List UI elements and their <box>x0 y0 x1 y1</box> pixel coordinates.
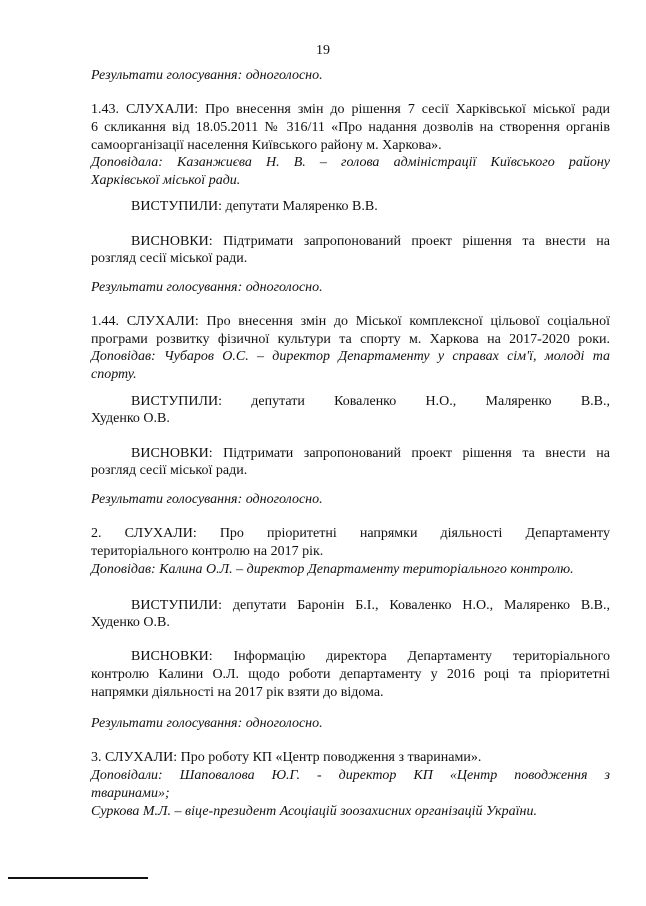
conclusion-line: ВИСНОВКИ: Підтримати запропонований проект рішення та внести на <box>131 446 610 461</box>
voting-results: Результати голосування: одноголосно. <box>91 492 323 507</box>
heard-line: самоорганізації населення Київського району м. Харкова». <box>91 138 442 153</box>
conclusion-line: контролю Калини О.Л. щодо роботи департаменту у 2016 році та пріоритетні <box>91 667 610 682</box>
page-number: 19 <box>316 43 330 58</box>
speaker-line: Доповідав: Калина О.Л. – директор Департаменту територіального контролю. <box>91 562 574 577</box>
speaker-line: Доповідали: Шаповалова Ю.Г. - директор КП «Центр поводження з <box>91 768 610 783</box>
speakers-list: ВИСТУПИЛИ: депутати Баронін Б.І., Коваленко Н.О., Маляренко В.В., <box>131 598 610 613</box>
conclusion-line: ВИСНОВКИ: Інформацію директора Департаменту територіального <box>131 649 610 664</box>
heard-line: 1.43. СЛУХАЛИ: Про внесення змін до рішення 7 сесії Харківської міської ради <box>91 102 610 117</box>
speaker-line: Харківської міської ради. <box>91 173 241 188</box>
speaker-line: Доповідала: Казанжиєва Н. В. – голова адміністрації Київського району <box>91 155 610 170</box>
heard-line: 2. СЛУХАЛИ: Про пріоритетні напрямки діяльності Департаменту <box>91 526 610 541</box>
speakers-list: Худенко О.В. <box>91 411 170 426</box>
speakers-list: ВИСТУПИЛИ: депутати Коваленко Н.О., Маляренко В.В., <box>131 394 610 409</box>
heard-line: програми розвитку фізичної культури та спорту м. Харкова на 2017-2020 роки. <box>91 332 610 347</box>
speaker-line: Доповідав: Чубаров О.С. – директор Департаменту у справах сім'ї, молоді та <box>91 349 610 364</box>
speakers-list: Худенко О.В. <box>91 615 170 630</box>
voting-results: Результати голосування: одноголосно. <box>91 716 323 731</box>
conclusion-line: напрямки діяльності на 2017 рік взяти до відома. <box>91 685 384 700</box>
heard-line: 6 скликання від 18.05.2011 № 316/11 «Про надання дозволів на створення органів <box>91 120 610 135</box>
footer-rule <box>8 877 148 879</box>
conclusion-line: розгляд сесії міської ради. <box>91 251 248 266</box>
voting-results: Результати голосування: одноголосно. <box>91 280 323 295</box>
voting-results: Результати голосування: одноголосно. <box>91 68 323 83</box>
speakers-list: ВИСТУПИЛИ: депутати Маляренко В.В. <box>131 199 378 214</box>
speaker-line: спорту. <box>91 367 137 382</box>
heard-line: 1.44. СЛУХАЛИ: Про внесення змін до Міської комплексної цільової соціальної <box>91 314 610 329</box>
speaker-line: Суркова М.Л. – віце-президент Асоціацій зоозахисних організацій України. <box>91 804 537 819</box>
heard-line: територіального контролю на 2017 рік. <box>91 544 324 559</box>
heard-line: 3. СЛУХАЛИ: Про роботу КП «Центр поводження з тваринами». <box>91 750 482 765</box>
conclusion-line: розгляд сесії міської ради. <box>91 463 248 478</box>
speaker-line: тваринами»; <box>91 786 170 801</box>
conclusion-line: ВИСНОВКИ: Підтримати запропонований проект рішення та внести на <box>131 234 610 249</box>
